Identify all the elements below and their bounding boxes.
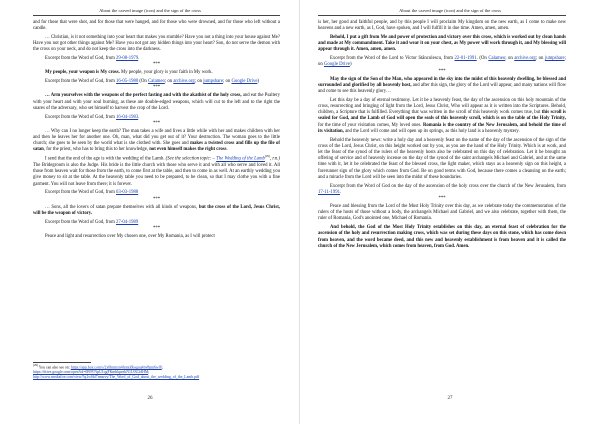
paragraph: … Sons, all the lovers of satan prepare themselves with all kinds of weapons, but the cross of the Lord, Jesus Christ, will be the weapon of victory.	[33, 204, 280, 216]
header-rule	[33, 15, 280, 16]
paragraph: … Arm yourselves with the weapons of the perfect fasting and with the akathist of the holy cross, and eat the Psaltery with your heart and with your soul burning, as these are double-edged weapons, which will cut to the left and to the right the snares of the adversary, who set himself to harvest the crop of the Lord.	[33, 93, 280, 111]
calameo-link[interactable]: Calameo	[488, 56, 506, 62]
archive-link[interactable]: archive.org	[173, 79, 195, 85]
date-link[interactable]: 03-03-1988	[116, 190, 139, 196]
jumpshare-link[interactable]: jumpshare	[203, 79, 223, 85]
running-head: About the carved image (icon) and the sign of the cross	[99, 8, 201, 13]
archive-link[interactable]: archive.org	[514, 56, 536, 62]
paragraph: Peace and light and resurrection over My chosen one, over My Romania, as I will protect	[45, 233, 215, 239]
date-link[interactable]: 16-05-1980	[116, 79, 139, 85]
header-rule	[318, 15, 566, 16]
paragraph: And behold, the God of the Most Holy Trinity establishes on this day, an eternal feast of celebration for the ascension of the holy and resurrection making cross, which was set during these days on this stone, which has come down from heaven, and the word became deed, and this new and heavenly establishment is from heaven and it is called the church of the New Jerusalem, which comes from heaven, from God. Amen.	[318, 225, 566, 249]
paragraph: I send that the end of the age is with the wedding of the Lamb. (See the selection topic: – The Wedding of the Lamb$^{(29)}$, r.n.) The Bridegroom is also the Judge. His bride is the little church with those who serve it and with all who serve and loved it. All those from heaven wait for those from the earth, to come first at the table, and then to come in as well. At an earthly wedding you give money to sit at the table. At the heavenly table you need to be prepared, to be clean, so that I may clothe you with a fine garment. You will not leave from there; it is forever.	[33, 154, 280, 187]
section-separator: ***	[152, 225, 161, 231]
paragraph: Behold the heavenly news: write a holy day and a heavenly feast on the name of the day of the ascension of the sign of the cross of the Lord, Jesus Christ, on this height worked out by you, as you are the hand of the Holy Trinity. Which is at work, and let the feast of the synod of the rulers of the heavenly hosts also be celebrated on this day of celebration. Let it be brought an offering of service and of heavenly incense on the day of the synod of the saint archangels Michael and Gabriel, and at the same time with it, let it be celebrated the feast of the blessed cross, the light maker, which stays as a heavenly sign on this height, a forerunner sign of the glory which comes from God. Be on good terms with God, because there comes a cleansing on the earth; and a miracle from the Lord will be seen into the midst of these boundaries.	[318, 137, 566, 180]
date-link[interactable]: 17-11-1991	[318, 189, 340, 195]
footnote-link-mediafire[interactable]: http://www.mediafire.com/view/5q2w6bl7nmuvy/The_Word_of_God_about_the_wedding_of_the_Lamb.pdf	[33, 375, 200, 380]
paragraph: is her, her good and faithful people, and by this people I will proclaim My kingdom on the new earth, as I come to make new heavens and a new earth, as I, God, have spoken, and I will fulfill it in due time. Amen, amen, amen.	[318, 20, 566, 32]
source-line: Excerpt from the Word of God, from 16-04-1983.	[45, 114, 140, 120]
footnotes	[33, 362, 280, 380]
footnote-rule	[33, 362, 91, 363]
date-link[interactable]: 22-01-1991	[454, 56, 477, 62]
source-line: Excerpt from the Word of God, from 27-04-1989	[45, 219, 139, 225]
paragraph: My people, your weapon is My cross. My people, your glory is your faith in My work.	[45, 70, 213, 76]
section-separator: ***	[152, 120, 161, 126]
paragraph: Let this day be a day of eternal testimony. Let it be a heavenly feast, the day of the ascension on this holy mountain of the cross, resurrecting and bringing of light from the Lord, Jesus Christ, Who will appear as it is written into the Scriptures. Behold, children, a Scripture that is fulfilled. Everything that was written in the scroll of this heavenly work comes true, but this scroll is sealed for God, and the Lamb of God will open the seals of this heavenly scroll, which is on the table of the Holy Trinity, for the time of your visitation comes, My loved ones. Romania is the country of the New Jerusalem, and behold the time of its visitation, and the Lord will come and will open up its springs, as this holy land is a heavenly mystery.	[318, 97, 566, 134]
paragraph: May the sign of the Son of the Man, who appeared in the sky into the midst of this heavenly dwelling, be blessed and surrounded and glorified by all heavenly host, and after this sign, the glory of the Lord will appear, and many nations will flow and come to see this heavenly glory…	[318, 76, 566, 95]
right-page	[300, 0, 600, 424]
paragraph: and for those that were shot, and for those that were hanged, and for those who were drowned, and for those who left without a candle.	[33, 20, 280, 32]
page-number: 27	[447, 396, 453, 401]
footnote-ref: (29)	[264, 154, 270, 159]
left-page-body	[33, 20, 280, 243]
section-separator: ***	[438, 196, 446, 202]
footnote-line: https://drive.google.com/open?id=0B9VNpU1qgFKmbkpzekN1U0U2dHM;	[33, 370, 150, 375]
wedding-of-the-lamb-link[interactable]: The Wedding of the Lamb	[216, 156, 265, 162]
footnote-link-box[interactable]: https://app.box.com/s/2x0hnmxn4hrnzj6baguq4nv8pm6wl6	[70, 365, 162, 370]
paragraph: Peace and blessing from the Lord of the Most Holy Trinity over this day, as we celebrate today the commemoration of the rulers of the hosts of those without a body, the archangels Michael and Gabriel, and we also celebrate, together with them, the ruler of Romania, God's anointed one, Michael of Romania.	[318, 204, 566, 222]
running-head: About the carved image (icon) and the sign of the cross	[399, 8, 501, 13]
footnote-line	[33, 375, 280, 380]
section-separator: ***	[152, 62, 161, 68]
section-separator: ***	[152, 85, 161, 91]
paragraph: … Christian, is it not something into your heart that makes you stumble? Have you not a thing into your house against Me? Have you not got other things against Me? Have you not got any hidden things into your heart? Son, do not serve the demon with the cross on your neck, and do not keep the cross into the darkness.	[33, 35, 280, 53]
section-separator: ***	[438, 68, 446, 74]
date-link[interactable]: 29-08-1979	[116, 56, 139, 62]
paragraph: Behold, I put a gift from Me and power of protection and victory over this cross, which is worked out by clean hands and made at My commandment. Take it and wear it on your chest, as My power will work through it, and My blessing will appear through it. Amen, amen, amen.	[318, 35, 566, 53]
paragraph: … Why can I no longer keep the earth? The man takes a wife and lives a little while with her and makes children with her and then he leaves her for another one. Oh, man, what did you get out of it? Your destruction. The woman goes to the little church; she goes to be seen by the world what is she clothed with. She goes and makes a twisted cross and fills up the file of satan, for the priest, who has to bring this to her knowledge, not even himself makes the right cross.	[33, 128, 280, 153]
footnote-link-drive[interactable]: https://drive.google.com/open?id=0B9VNpU1qgFKmbkpzekN1U0U2dHM	[33, 370, 149, 375]
google-drive-link[interactable]: Google Drive	[323, 62, 350, 68]
date-link[interactable]: 27-04-1989	[116, 219, 139, 225]
google-drive-link[interactable]: Google Drive	[231, 79, 258, 85]
footnote: $^{(29)}$ You can also see on: https://app.box.com/s/2x0hnmxn4hrnzj6baguq4nv8pm6wl6;	[33, 363, 163, 370]
section-separator: ***	[152, 196, 161, 202]
jumpshare-link[interactable]: jumpshare	[544, 56, 565, 62]
right-page-body	[318, 20, 566, 253]
date-link[interactable]: 16-04-1983	[116, 114, 139, 120]
page-number: 26	[147, 396, 153, 401]
calameo-link[interactable]: Calameo	[147, 79, 165, 85]
source-line: Excerpt from the Word of God on the day of the ascension of the holy cross over the church of the New Jerusalem, from 17-11-1991.	[318, 183, 566, 195]
source-line: Excerpt from the Word of God, from 16-05-1980 (On Calameo; on archive.org; on jumpshare; on Google Drive)	[45, 79, 260, 85]
source-line: Excerpt from the Word of God, from 03-03-1988	[45, 190, 139, 196]
source-line: Excerpt from the Word of God, from 29-08-1979.	[45, 56, 140, 62]
source-line: Excerpt from the Word of the Lord to Victor Stănculescu, from 22-01-1991. (On Calameo; on archive.org; on jumpshare; on Google Drive)	[318, 56, 566, 68]
